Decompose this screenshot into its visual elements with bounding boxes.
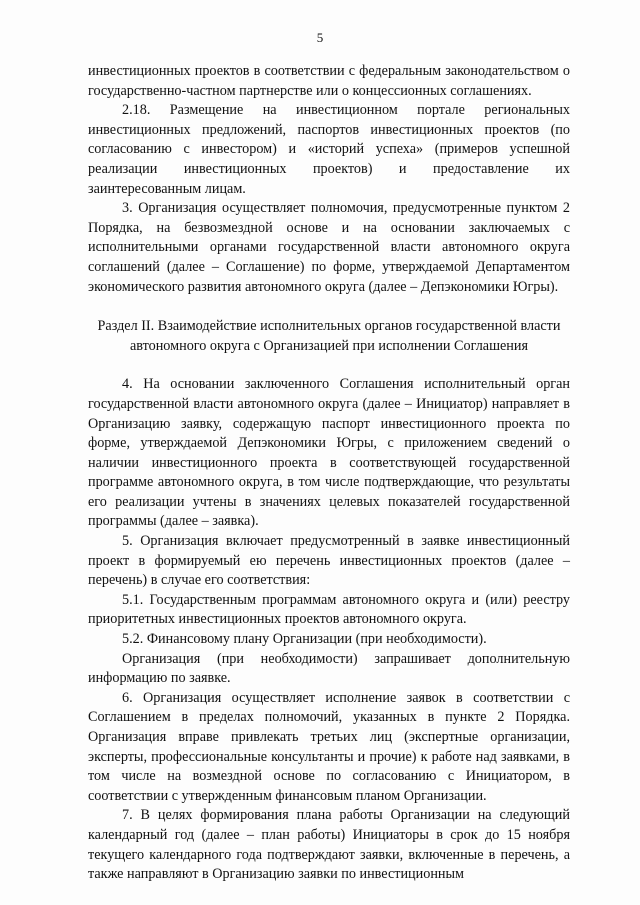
section-title: Раздел II. Взаимодействие исполнительных органов государственной власти автономного округа с Организацией при исполнении Соглашения (97, 318, 561, 354)
paragraph-continuation: инвестиционных проектов в соответствии с федеральным законодательством о государственно-частном партнерстве или о концессионных соглашениях. (88, 63, 570, 99)
paragraph-5-1: 5.1. Государственным программам автономного округа и (или) реестру приоритетных инвестиционных проектов автономного округа. (88, 591, 570, 628)
paragraph-6: 6. Организация осуществляет исполнение заявок в соответствии с Соглашением в пределах полномочий, указанных в пункте 2 Порядка. Организация вправе привлекать третьих лиц (экспертные организации, эксперты, профессиональные консультанты и прочие) к работе над заявками, в том числе на возмездной основе по согласованию с Инициатором, в соответствии с утвержденным финансовым планом Организации. (88, 689, 570, 804)
paragraph-5: 5. Организация включает предусмотренный в заявке инвестиционный проект в формируемый ею перечень инвестиционных проектов (далее – перечень) в случае его соответствия: (88, 533, 570, 589)
paragraph-5-2: 5.2. Финансовому плану Организации (при необходимости). (122, 631, 487, 648)
document-body (88, 62, 570, 885)
paragraph-3: 3. Организация осуществляет полномочия, предусмотренные пунктом 2 Порядка, на безвозмездной основе и на основании заключаемых с исполнительными органами государственной власти автономного округа соглашений (далее – Соглашение) по форме, утверждаемой Департаментом экономического развития автономного округа (далее – Депэкономики Югры). (88, 200, 570, 295)
paragraph-7: 7. В целях формирования плана работы Организации на следующий календарный год (далее – план работы) Инициаторы в срок до 15 ноября текущего календарного года подтверждают заявки, включенные в перечень, а также направляют в Организацию заявки по инвестиционным (88, 807, 570, 883)
paragraph-2-18: 2.18. Размещение на инвестиционном портале региональных инвестиционных предложений, паспортов инвестиционных проектов (по согласованию с инвестором) и «историй успеха» (примеров успешной реализации инвестиционных проектов) и предоставление их заинтересованным лицам. (88, 102, 570, 197)
paragraph-5-additional: Организация (при необходимости) запрашивает дополнительную информацию по заявке. (88, 650, 570, 687)
page-number: 5 (316, 30, 324, 45)
paragraph-4: 4. На основании заключенного Соглашения исполнительный орган государственной власти автономного округа (далее – Инициатор) направляет в Организацию заявку, содержащую паспорт инвестиционного проекта по форме, утверждаемой Депэкономики Югры, с приложением сведений о наличии инвестиционного проекта в соответствующей государственной программе автономного округа, в том числе подтверждающие, что результаты его реализации учтены в значениях целевых показателей государственной программы (далее – заявка). (88, 376, 570, 530)
